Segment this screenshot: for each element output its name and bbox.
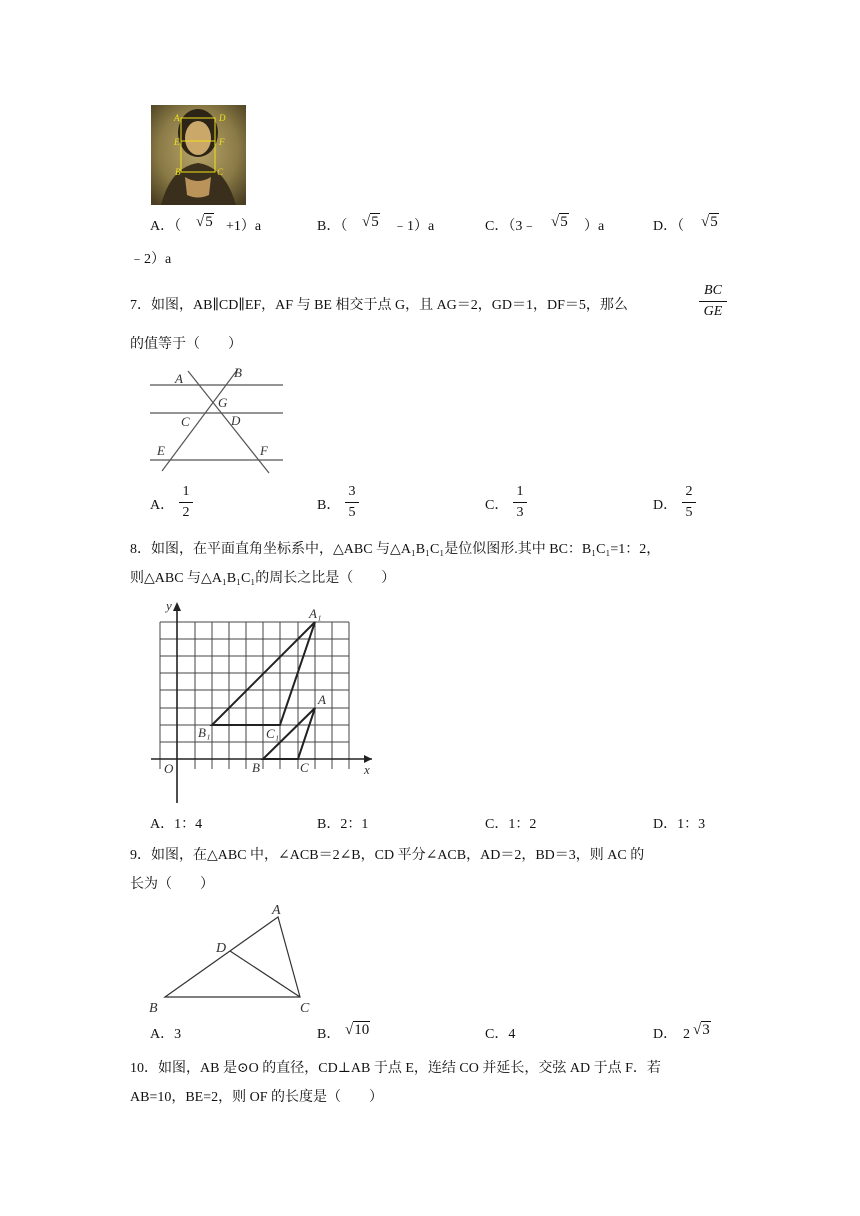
q7-option-a-fraction (179, 483, 193, 522)
q9-stem-line-1: 9．如图，在△ABC 中，∠ACB＝2∠B，CD 平分∠ACB，AD＝2，BD＝3，则 AC 的 (130, 848, 645, 863)
q9-triangle-figure (145, 902, 320, 1017)
q6-option-a: A．（ (150, 219, 182, 234)
q7-fraction-denominator: GE (703, 304, 723, 319)
q7-option-b-numerator: 3 (348, 484, 356, 499)
q7-label-e: E (157, 443, 165, 458)
q7-fraction-numerator: BC (704, 283, 722, 298)
q7-stem: 7．如图，AB∥CD∥EF，AF 与 BE 相交于点 G，且 AG＝2，GD＝1，DF＝5，那么 (130, 298, 628, 313)
q9-option-b: B． (317, 1027, 341, 1042)
q8-option-d: D．1：3 (653, 817, 706, 832)
q9-option-d-radical: √3 (693, 1022, 710, 1038)
q7-option-c-denominator: 3 (516, 505, 524, 520)
q6-option-c-radicand: 5 (560, 214, 568, 230)
q9-option-d-radicand: 3 (702, 1022, 710, 1038)
q9-option-d-coefficient: 2 (683, 1027, 690, 1042)
mona-lisa-image (151, 105, 246, 205)
q7-stem-fraction (699, 282, 727, 321)
q7-label-d: D (231, 413, 241, 428)
q7-option-d-label: D． (653, 498, 678, 513)
fig6-label-d: D (219, 113, 226, 123)
q9-label-c: C (300, 1001, 310, 1016)
q7-label-c: C (181, 414, 190, 429)
q7-option-d-denominator: 5 (685, 505, 693, 520)
q7-label-a: A (175, 371, 183, 386)
q7-option-a-numerator: 1 (182, 484, 190, 499)
q7-option-c-fraction (513, 483, 527, 522)
q7-figure (145, 363, 290, 475)
q7-stem-2: 的值等于（ ） (130, 337, 242, 352)
q8-label-b: B (252, 760, 260, 775)
q9-option-c: C．4 (485, 1027, 516, 1042)
fig6-label-c: C (217, 167, 224, 177)
q7-option-b-denominator: 5 (348, 505, 356, 520)
q7-label-b: B (234, 365, 242, 380)
q9-stem-line-2: 长为（ ） (130, 877, 214, 892)
fig6-label-f: F (219, 137, 225, 147)
q10-stem-line-1: 10．如图，AB 是⊙O 的直径，CD⊥AB 于点 E，连结 CO 并延长，交弦 AD 于点 F．若 (130, 1061, 661, 1076)
q10-stem-line-2: AB=10，BE=2，则 OF 的长度是（ ） (130, 1090, 384, 1105)
q8-axis-label-x: x (364, 762, 370, 777)
q8-label-a: A (318, 692, 326, 707)
q8-coordinate-grid-figure (148, 598, 378, 806)
q8-stem-line-2: 则△ABC 与△A₁B₁C₁的周长之比是（ ） (130, 571, 396, 586)
q6-option-d: D．（ (653, 219, 685, 234)
q6-option-b: B．（ (317, 219, 348, 234)
q8-label-c: C (300, 760, 309, 775)
q9-option-b-radicand: 10 (354, 1022, 370, 1038)
fig6-label-e: E (174, 137, 180, 147)
q9-option-a: A．3 (150, 1027, 182, 1042)
q6-option-b-tail: ﹣1）a (393, 219, 435, 234)
q7-option-d-numerator: 2 (685, 484, 693, 499)
q6-option-d-radical: √5 (701, 214, 718, 230)
q8-option-c: C．1：2 (485, 817, 537, 832)
q6-option-d-wrap: ﹣2）a (130, 252, 172, 267)
fig6-label-a: A (174, 113, 180, 123)
q8-stem-line-1: 8．如图，在平面直角坐标系中，△ABC 与△A₁B₁C₁是位似图形.其中 BC：B₁C₁=1：2， (130, 542, 661, 557)
q9-option-b-radical: √10 (345, 1022, 370, 1038)
q6-option-c-tail: ）a (584, 219, 605, 234)
q7-option-b-fraction (345, 483, 359, 522)
fig6-label-b: B (175, 167, 181, 177)
q6-option-a-radical: √5 (196, 214, 213, 230)
q6-option-a-radicand: 5 (205, 214, 213, 230)
q7-option-d-fraction (682, 483, 696, 522)
q7-option-a-denominator: 2 (182, 505, 190, 520)
q9-label-b: B (149, 1001, 158, 1016)
q8-axis-label-y: y (166, 598, 172, 613)
q6-option-b-radical: √5 (362, 214, 379, 230)
q6-option-b-radicand: 5 (371, 214, 379, 230)
q9-label-a: A (272, 903, 281, 918)
q6-option-c: C．（3﹣ (485, 219, 537, 234)
q6-option-a-tail: +1）a (226, 219, 262, 234)
q8-label-a1: A₁ (309, 606, 322, 621)
q7-option-c-numerator: 1 (516, 484, 524, 499)
q7-option-c-label: C． (485, 498, 509, 513)
q6-option-c-radical: √5 (551, 214, 568, 230)
q7-label-f: F (260, 443, 268, 458)
q7-option-a-label: A． (150, 498, 175, 513)
q9-option-d: D． (653, 1027, 678, 1042)
q8-origin-label: O (164, 761, 174, 776)
q8-option-a: A．1：4 (150, 817, 203, 832)
q8-label-b1: B₁ (198, 725, 211, 740)
q8-option-b: B．2：1 (317, 817, 369, 832)
q7-label-g: G (218, 395, 228, 410)
q7-option-b-label: B． (317, 498, 341, 513)
q6-option-d-radicand: 5 (710, 214, 718, 230)
q9-label-d: D (216, 941, 227, 956)
q8-label-c1: C₁ (266, 726, 280, 741)
